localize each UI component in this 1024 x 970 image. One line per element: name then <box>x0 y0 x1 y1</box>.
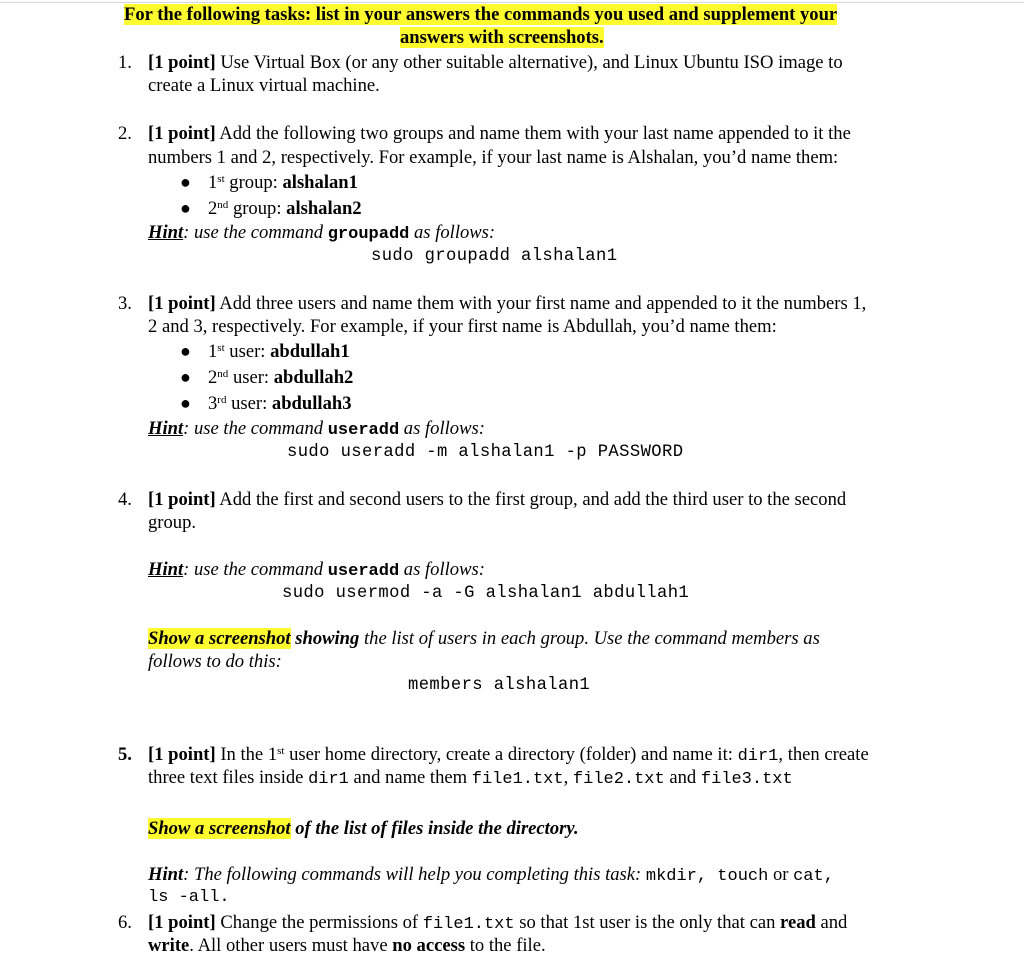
bullet-icon: ● <box>180 367 191 387</box>
task2-line2: numbers 1 and 2, respectively. For example, if your last name is Alshalan, you’d name them: <box>148 147 839 168</box>
bullet-icon: ● <box>180 393 191 413</box>
top-divider <box>0 2 1024 3</box>
task5-screenshot-instruction: Show a screenshot of the list of files inside the directory. <box>148 818 579 839</box>
task2-hint: Hint: use the command groupadd as follows: <box>148 222 496 244</box>
task4-line2: group. <box>148 512 197 533</box>
task-number: 1. <box>118 52 132 73</box>
instructions-header-line1: For the following tasks: list in your answers the commands you used and supplement your <box>124 4 838 25</box>
task3-hint: Hint: use the command useradd as follows: <box>148 418 485 440</box>
task3-bullet3: 3rd user: abdullah3 <box>208 393 352 414</box>
task2-code: sudo groupadd alshalan1 <box>371 247 618 266</box>
task4-screenshot-instruction: Show a screenshot showing the list of users in each group. Use the command members as <box>148 628 820 649</box>
task3-bullet2: 2nd user: abdullah2 <box>208 367 354 388</box>
task5-line1: [1 point] In the 1st user home directory, create a directory (folder) and name it: dir1, then create <box>148 744 869 766</box>
bullet-icon: ● <box>180 198 191 218</box>
task4-screenshot-instruction-line2: follows to do this: <box>148 651 282 672</box>
task4-line1: [1 point] Add the first and second users to the first group, and add the third user to the second <box>148 489 847 510</box>
task5-hint-line2: ls -all. <box>148 888 230 907</box>
task-number: 2. <box>118 123 132 144</box>
bullet-icon: ● <box>180 172 191 192</box>
task4-code: sudo usermod -a -G alshalan1 abdullah1 <box>282 584 690 603</box>
task-number: 3. <box>118 293 132 314</box>
task4-hint: Hint: use the command useradd as follows: <box>148 559 485 581</box>
task6-line2: write. All other users must have no access to the file. <box>148 935 546 956</box>
task3-bullet1: 1st user: abdullah1 <box>208 341 350 362</box>
task3-line2: 2 and 3, respectively. For example, if your first name is Abdullah, you’d name them: <box>148 316 777 337</box>
task-number: 6. <box>118 912 132 933</box>
task5-line2: three text files inside dir1 and name them file1.txt, file2.txt and file3.txt <box>148 767 793 789</box>
task2-bullet1: 1st group: alshalan1 <box>208 172 358 193</box>
task3-code: sudo useradd -m alshalan1 -p PASSWORD <box>287 443 684 462</box>
task3-line1: [1 point] Add three users and name them with your first name and appended to it the numbers 1, <box>148 293 867 314</box>
task2-line1: [1 point] Add the following two groups and name them with your last name appended to it the <box>148 123 851 144</box>
task-number: 5. <box>118 744 132 765</box>
task4-code2: members alshalan1 <box>408 676 591 695</box>
task1-line1: [1 point] Use Virtual Box (or any other suitable alternative), and Linux Ubuntu ISO image to <box>148 52 843 73</box>
task5-hint: Hint: The following commands will help you completing this task: mkdir, touch or cat, <box>148 864 834 886</box>
bullet-icon: ● <box>180 341 191 361</box>
task2-bullet2: 2nd group: alshalan2 <box>208 198 362 219</box>
task-number: 4. <box>118 489 132 510</box>
instructions-header-line2: answers with screenshots. <box>400 27 604 48</box>
task6-line1: [1 point] Change the permissions of file1.txt so that 1st user is the only that can read and <box>148 912 848 934</box>
task1-line2: create a Linux virtual machine. <box>148 75 380 96</box>
